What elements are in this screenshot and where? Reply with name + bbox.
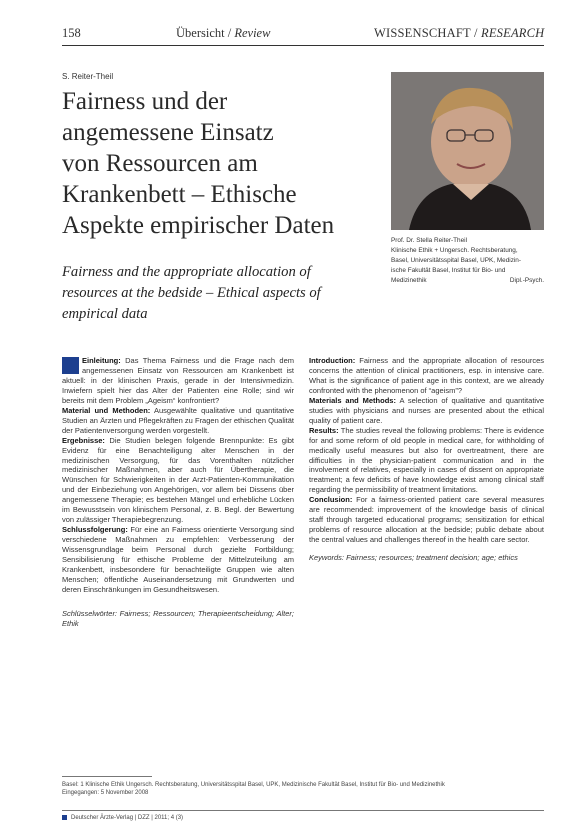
abstract-text: Ausgewählte qualitative und quantitative Studien an Ärzten und Pflegekräften zu Fragen der ethischen Qualität der Patientenversorgung werden vorgestellt.	[62, 405, 295, 435]
section-right-separator: /	[473, 26, 478, 40]
abstract-paragraph	[62, 436, 294, 526]
article-subtitle	[62, 262, 382, 325]
abstract-label: Ergebnisse:	[62, 435, 105, 445]
german-keywords: Schlüsselwörter: Fairness; Ressourcen; Therapieentscheidung; Alter; Ethik	[62, 608, 294, 628]
section-left	[176, 26, 270, 41]
footnote-rule	[62, 776, 152, 777]
section-right-de: WISSENSCHAFT	[374, 26, 471, 40]
author-photo	[391, 72, 544, 230]
abstract-paragraph	[309, 396, 544, 426]
caption-line: Basel, Universitätsspital Basel, UPK, Medizin-	[391, 257, 521, 264]
section-left-en: Review	[234, 26, 271, 40]
title-line: angemessene Einsatz	[62, 119, 274, 146]
section-right	[374, 26, 544, 41]
caption-line: Klinische Ethik + Ungersch. Rechtsberatung,	[391, 247, 518, 254]
abstract-label: Material und Methoden:	[62, 405, 151, 415]
footer-text: Deutscher Ärzte-Verlag | DZZ | 2011; 4 (3)	[71, 815, 184, 821]
abstract-label: Introduction:	[309, 356, 356, 365]
caption-line: Prof. Dr. Stella Reiter-Theil	[391, 237, 468, 244]
marker-spacer	[62, 356, 82, 375]
subtitle-line: resources at the bedside – Ethical aspects of	[62, 285, 321, 301]
caption-line: ische Fakultät Basel, Institut für Bio- und	[391, 267, 506, 274]
header-rule	[62, 45, 544, 46]
abstract-label: Materials and Methods:	[309, 395, 396, 405]
abstract-text: Die Studien belegen folgende Brennpunkte: Es gibt Evidenz für eine Benachteiligung alter Menschen in der medizinischen Versorgung, für das Vorenthalten nützlicher medizinischer Maßnahmen, aber auch für Übertherapie, die Wünschen für Schwierigkeiten in der Arzt-Patienten-Kommunikation und der Einbeziehung von Angehörigen, vor allem bei Dissens über angemessene Therapie; es bestehen Mängel und erhebliche Lücken im Bewusstsein von klinischem Personal, z. B. Begl. der Bewertung von zulässiger Therapiebegrenzung.	[62, 435, 294, 525]
caption-degree: Dipl.-Psych.	[509, 277, 544, 284]
abstract-label: Conclusion:	[309, 495, 353, 505]
abstract-label: Einleitung:	[82, 356, 121, 365]
abstract-paragraph	[62, 406, 294, 436]
author-name: S. Reiter-Theil	[62, 72, 114, 81]
page-number: 158	[62, 26, 81, 40]
abstract-text: The studies reveal the following problems: There is evidence for and some reform of old people in medical care, for withholding of medically useful measures but also for overtreatment, there are difficulties in the physician-patient communication and in the involvement of relatives, especially in cases of dissent on appropriate treatment; a few deficits of have knowledge exist among clinical staff regarding the permissibility of treatment limitations.	[309, 425, 544, 495]
abstract-text: Für eine an Fairness orientierte Versorgung sind verschiedene Maßnahmen zu empfehlen: Verbesserung der Wissensgrundlage beim Personal durch gezielte Fortbildung; Sensibilisierung für ethische Probleme der Mittelzuteilung am Krankenbett, insbesondere für benachteiligte Gruppen wie alten Menschen; öffentliche Auseinandersetzung mit Grundwerten und deren Einschränkungen im Gesundheitswesen.	[62, 525, 294, 594]
title-line: Krankenbett – Ethische	[62, 181, 297, 208]
section-left-de: Übersicht	[176, 26, 225, 40]
english-abstract	[309, 356, 544, 563]
abstract-label: Schlussfolgerung:	[62, 525, 128, 535]
photo-caption	[391, 236, 544, 286]
german-abstract	[62, 356, 294, 629]
abstract-text: Fairness and the appropriate allocation of resources concerns the attention of clinical practitioners, esp. in intensive care. What is the significance of patient age in this context, are we already confronted with the phenomenon of “ageism”?	[309, 356, 544, 395]
abstract-paragraph	[309, 356, 544, 396]
abstract-paragraph	[309, 426, 544, 496]
caption-institute: Medizinethik	[391, 277, 427, 284]
title-line: von Ressourcen am	[62, 150, 258, 177]
abstract-paragraph	[309, 495, 544, 545]
footer-rule	[62, 810, 544, 811]
footer-square-icon	[62, 815, 67, 820]
footnote-line: Eingegangen: 5 November 2008	[62, 790, 149, 796]
abstract-text: Das Thema Fairness und die Frage nach dem angemessenen Einsatz von Ressourcen am Krankenbett ist aktuell: in der klinischen Praxis, gerade in der Intensivmedizin. Inwiefern spielt hier das Alter der Patienten eine Rolle; sind wir bereits mit dem Problem „Ageism“ konfrontiert?	[62, 356, 294, 405]
section-left-separator: /	[227, 26, 232, 40]
subtitle-line: Fairness and the appropriate allocation of	[62, 264, 311, 280]
title-line: Fairness und der	[62, 88, 228, 115]
subtitle-line: empirical data	[62, 306, 148, 322]
abstract-paragraph	[62, 525, 294, 595]
footnote	[62, 781, 544, 797]
abstract-text: For a fairness-oriented patient care several measures are recommended: improvement of the knowledge basis of clinical staff through targeted educational programs; sensitization for ethical problems of resource allocation at the bedside; public debate about the central values and challenges thereof in the health care sector.	[309, 495, 544, 545]
section-right-en: RESEARCH	[480, 26, 545, 40]
title-line: Aspekte empirischer Daten	[62, 212, 335, 239]
english-keywords: Keywords: Fairness; resources; treatment decision; age; ethics	[309, 553, 518, 563]
abstract-text: A selection of qualitative and quantitative studies with physicians and nurses are presented about the ethical quality of patient care.	[309, 395, 544, 425]
article-title	[62, 86, 382, 241]
abstract-paragraph	[62, 356, 294, 406]
footnote-line: Basel: 1 Klinische Ethik Ungersch. Rechtsberatung, Universitätsspital Basel, UPK, Medizinische Fakultät Basel, Institut für Bio- und Medizinethik	[62, 782, 445, 788]
caption-line	[391, 276, 544, 286]
abstract-label: Results:	[309, 425, 339, 435]
